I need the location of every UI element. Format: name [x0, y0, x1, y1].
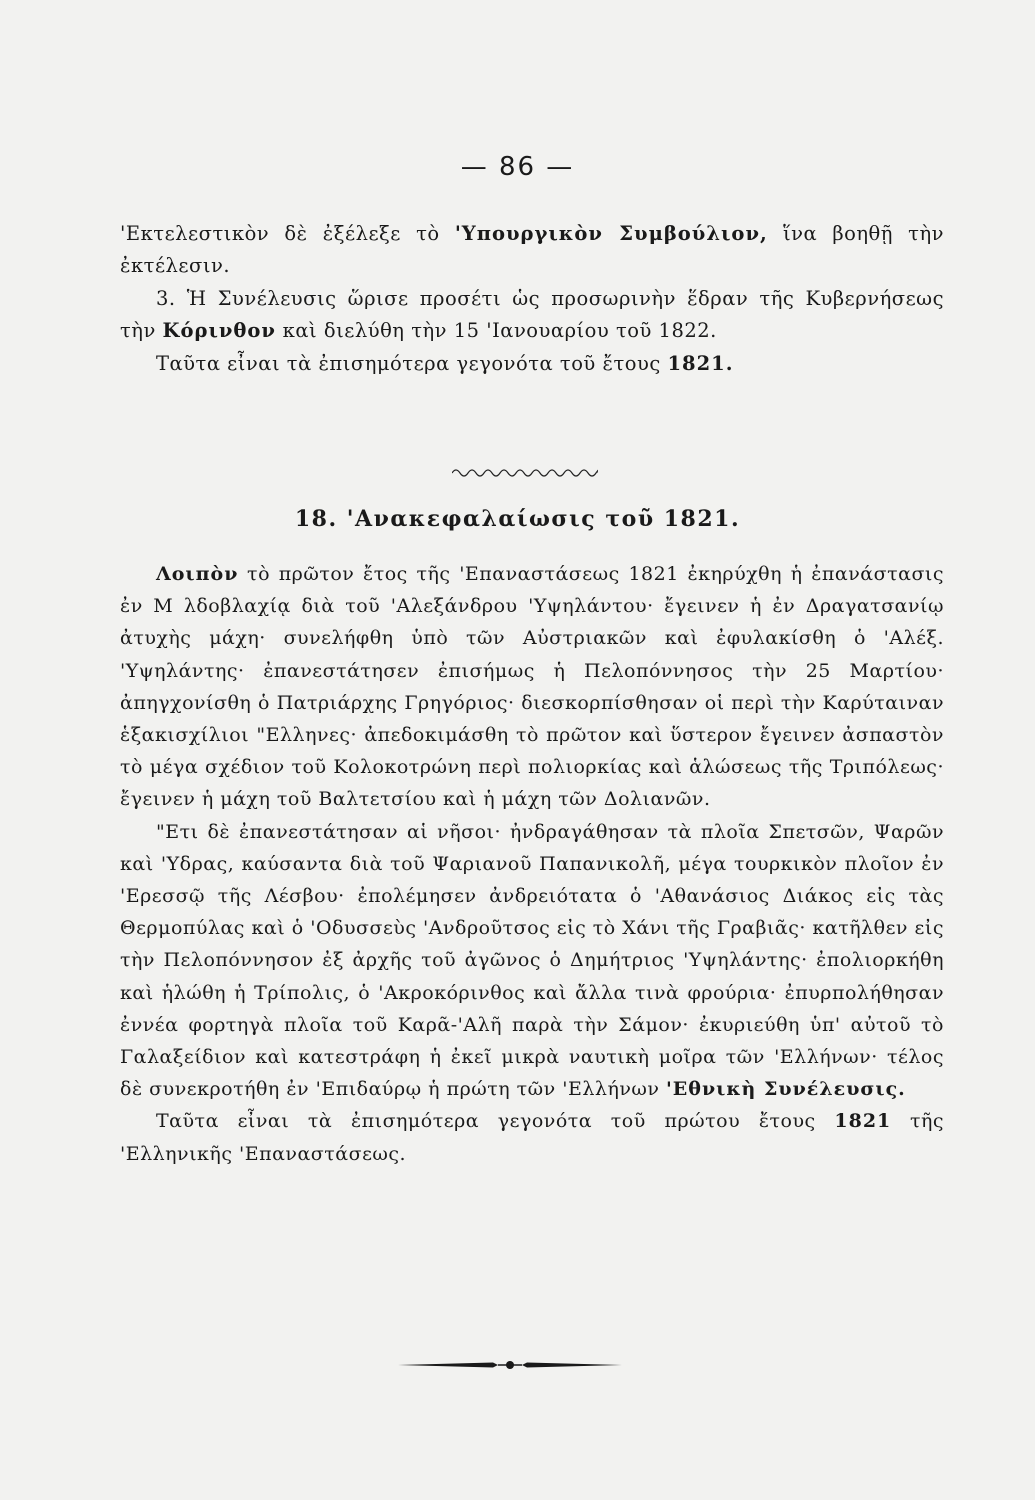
text-run: Ταῦτα εἶναι τὰ ἐπισημότερα γεγονότα τοῦ πρώτου ἔτους	[156, 1110, 835, 1133]
bold-year: 1821.	[667, 351, 734, 375]
text-run: 3. Ἡ Συνέλευσις ὥρισε προσέτι ὡς προσωρινὴν ἕδραν τῆς Κυβερνήσεως τὴν	[120, 286, 944, 343]
end-ornament	[398, 1358, 622, 1372]
body-text-block	[120, 558, 944, 1170]
bold-term-national-assembly: 'Εθνικὴ Συνέλευσις.	[665, 1078, 906, 1101]
wavy-divider-ornament	[452, 466, 598, 480]
bold-term-ministerial-council: 'Υπουργικὸν Συμβούλιον,	[454, 222, 768, 245]
text-run: ἵνα βοηθῇ τὴν ἐκτέλεσιν.	[120, 222, 944, 278]
text-run: "Ετι δὲ ἐπανεστάτησαν αἱ νῆσοι· ἠνδραγάθησαν τὰ πλοῖα Σπετσῶν, Ψαρῶν καὶ 'Υδρας, καύσαντα διὰ τοῦ Ψαριανοῦ Παπανικολῆ, μέγα τουρκικὸν πλοῖον ἐν 'Ερεσσῷ τῆς Λέσβου· ἐπολέμησεν ἀνδρειότατα ὁ 'Αθανάσιος Διάκος εἰς τὰς Θερμοπύλας καὶ ὁ 'Οδυσσεὺς 'Ανδροῦτσος εἰς τὸ Χάνι τῆς Γραβιᾶς· κατῆλθεν εἰς τὴν Πελοπόννησον ἐξ ἀρχῆς τοῦ ἀγῶνος ὁ Δημήτριος 'Υψηλάντης· ἐπολιορκήθη καὶ ἡλώθη ἡ Τρίπολις, ὁ 'Ακροκόρινθος καὶ ἄλλα τινὰ φρούρια· ἐπυρπολήθησαν ἐννέα φορτηγὰ πλοῖα τοῦ Καρᾶ-'Αλῆ παρὰ τὴν Σάμον· ἐκυριεύθη ὑπ' αὐτοῦ τὸ Γαλαξείδιον καὶ κατεστράφη ἡ ἐκεῖ μικρὰ ναυτικὴ μοῖρα τῶν 'Ελλήνων· τέλος δὲ συνεκροτήθη ἐν 'Επιδαύρῳ ἡ πρώτη τῶν 'Ελλήνων	[120, 820, 944, 1101]
section-heading: 18. 'Ανακεφαλαίωσις τοῦ 1821.	[294, 506, 741, 532]
paragraph-executive	[120, 218, 944, 283]
text-run: 'Εκτελεστικὸν δὲ ἐξέλεξε τὸ	[120, 222, 455, 245]
top-text-block	[120, 218, 944, 380]
paragraph-closing	[120, 1105, 944, 1169]
text-run: τὸ πρῶτον ἔτος τῆς 'Επαναστάσεως 1821 ἐκηρύχθη ἡ ἐπανάστασις ἐν Μ λδοβλαχίᾳ διὰ τοῦ 'Αλεξάνδρου 'Υψηλάντου· ἔγεινεν ἡ ἐν Δραγατσανίῳ ἀτυχὴς μάχη· συνελήφθη ὑπὸ τῶν Αὐστριακῶν καὶ ἐφυλακίσθη ὁ 'Αλέξ. 'Υψηλάντης· ἐπανεστάτησεν ἐπισήμως ἡ Πελοπόννησος τὴν 25 Μαρτίου· ἀπηγχονίσθη ὁ Πατριάρχης Γρηγόριος· διεσκορπίσθησαν οἱ περὶ τὴν Καρύταιναν ἑξακισχίλιοι "Ελληνες· ἀπεδοκιμάσθη τὸ πρῶτον καὶ ὕστερον ἔγεινεν ἀσπαστὸν τὸ μέγα σχέδιον τοῦ Κολοκοτρώνη περὶ πολιορκίας καὶ ἁλώσεως τῆς Τριπόλεως· ἔγεινεν ἡ μάχη τοῦ Βαλτετσίου καὶ ἡ μάχη τῶν Δολιανῶν.	[120, 563, 944, 811]
bold-lead-word: Λοιπὸν	[156, 563, 239, 585]
text-run: Ταῦτα εἶναι τὰ ἐπισημότερα γεγονότα τοῦ ἔτους	[156, 351, 668, 375]
text-run: καὶ διελύθη τὴν 15 'Ιανουαρίου τοῦ 1822.	[275, 319, 717, 343]
paragraph-summary-1821	[120, 348, 944, 380]
paragraph-events-land	[120, 558, 944, 816]
paragraph-assembly-seat	[120, 283, 944, 348]
text-run: τῆς 'Ελληνικῆς 'Επαναστάσεως.	[120, 1110, 944, 1165]
bold-term-corinth: Κόρινθον	[162, 319, 276, 343]
paragraph-events-sea	[120, 816, 944, 1106]
page-number: — 86 —	[460, 152, 575, 182]
bold-year: 1821	[834, 1110, 892, 1133]
